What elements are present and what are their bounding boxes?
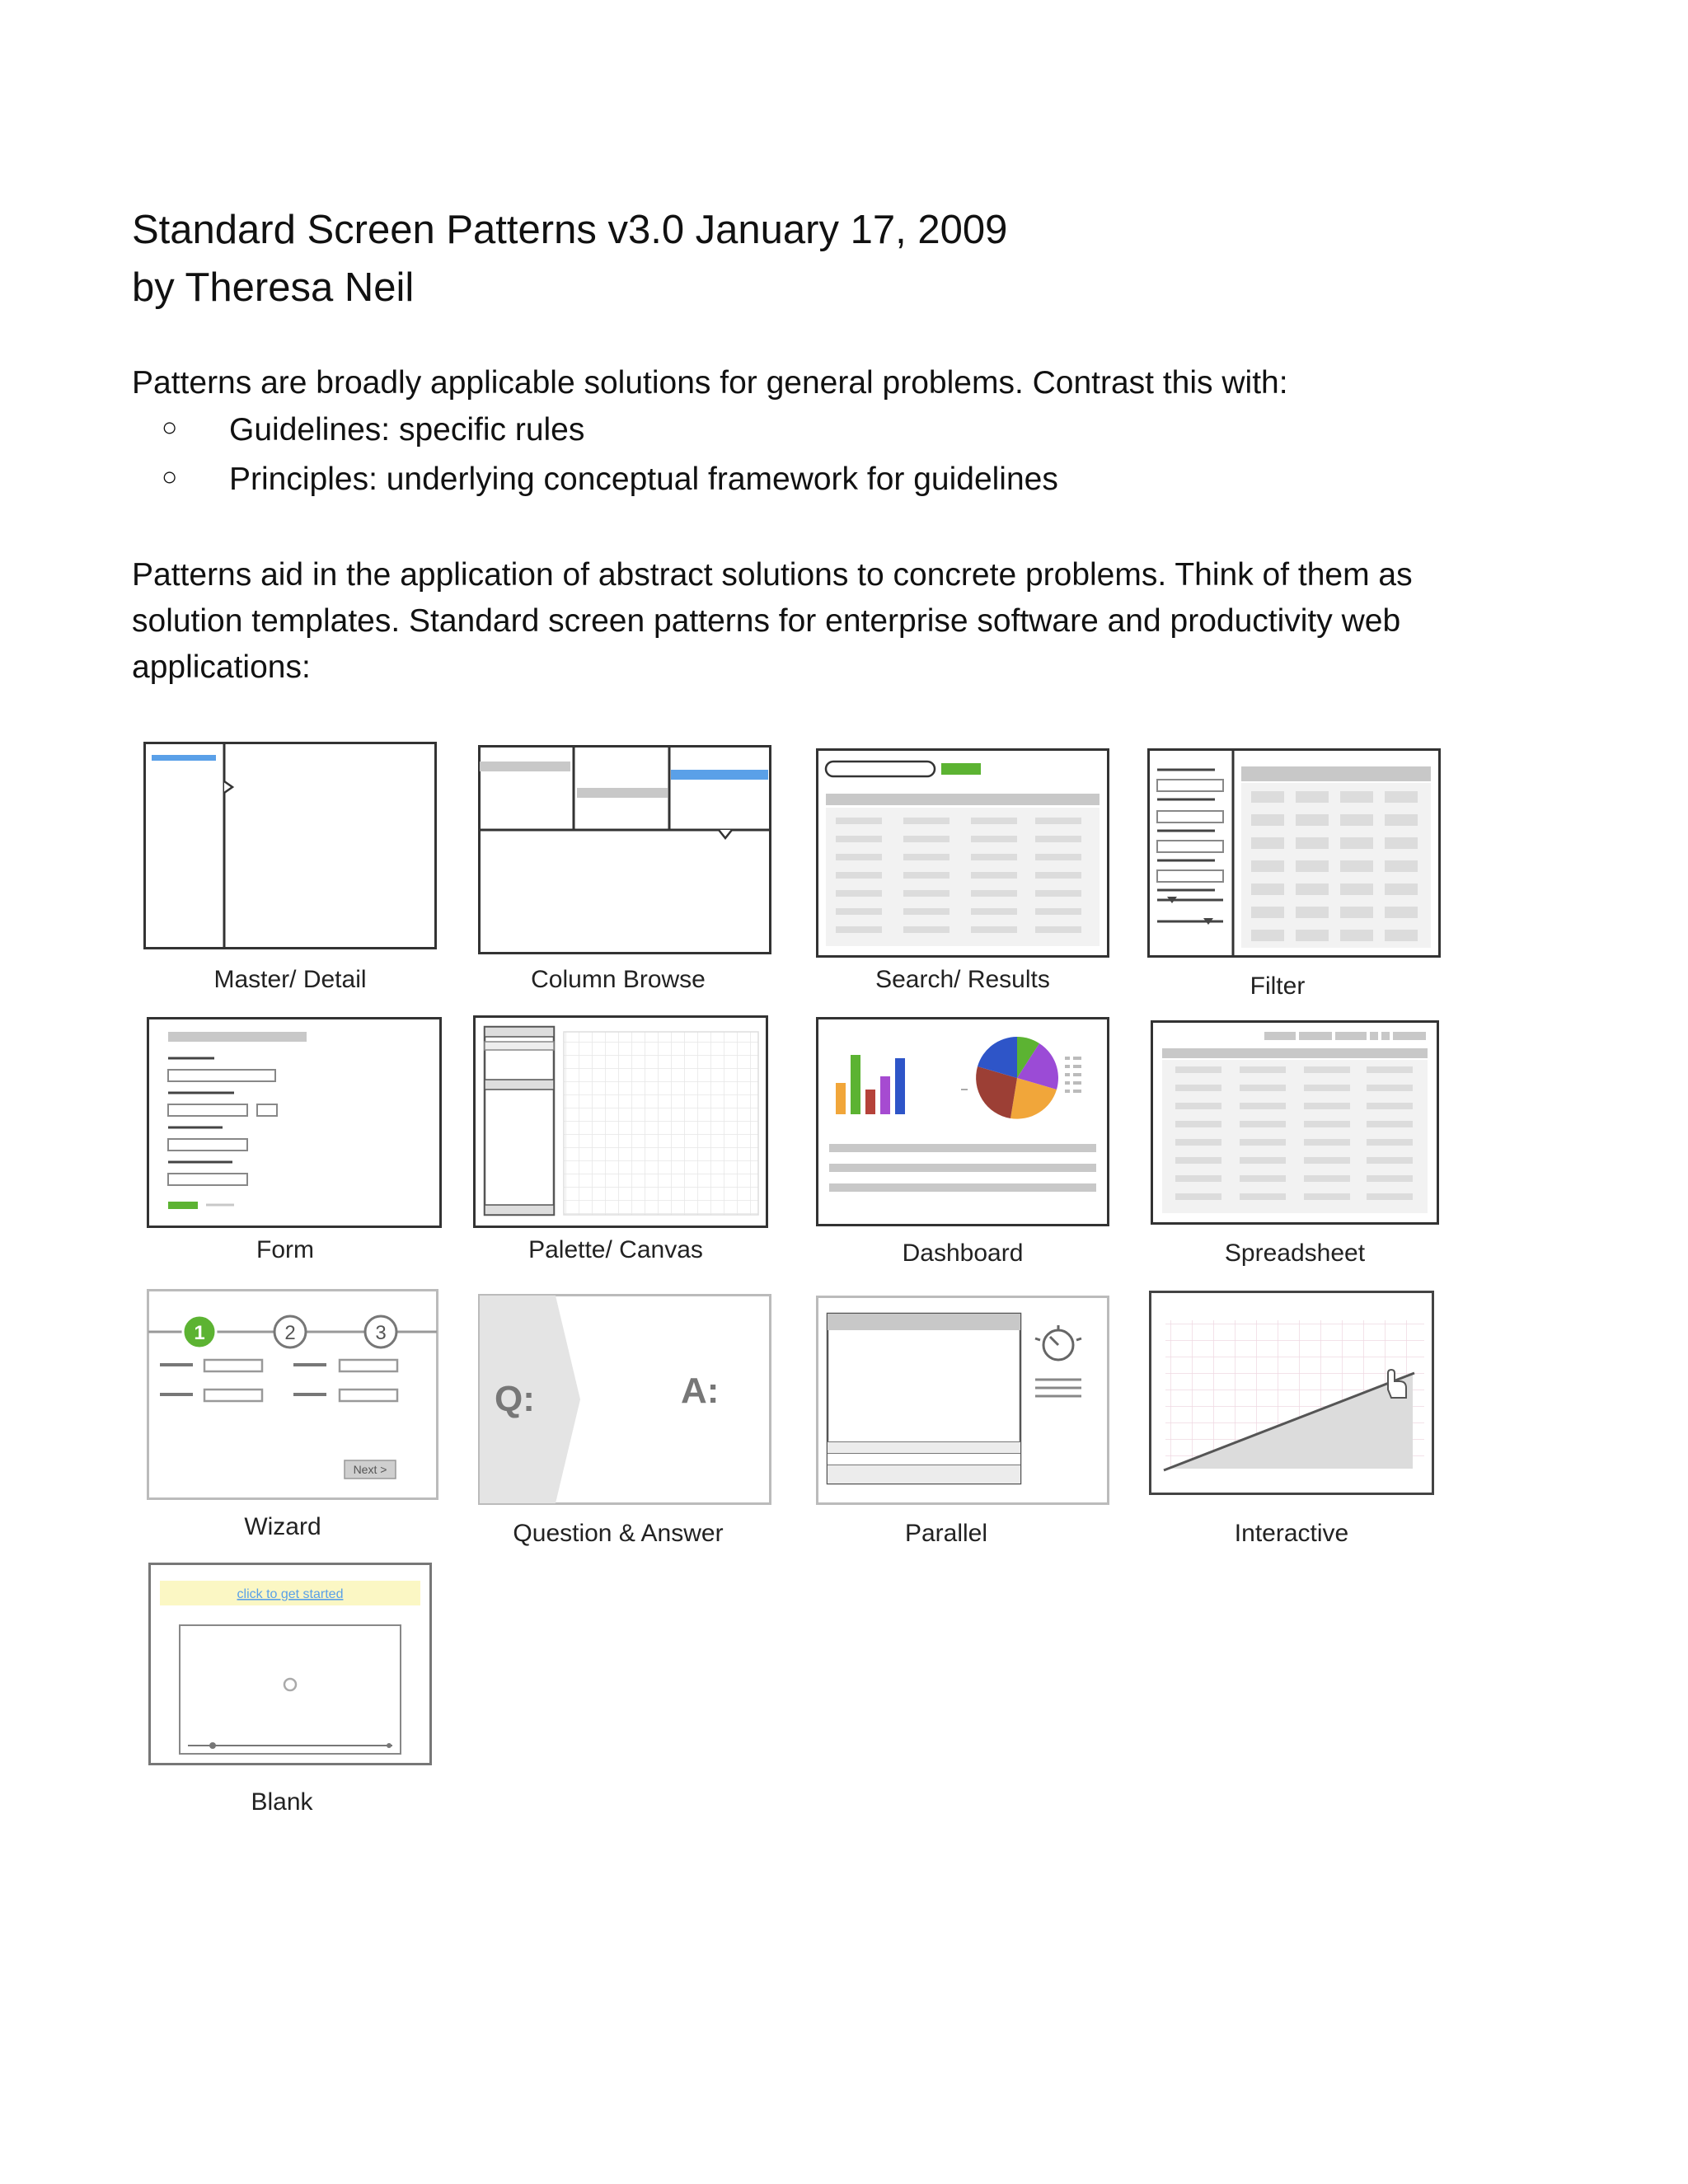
bullet-principles [162,462,1058,498]
blank-thumbnail [148,1563,432,1765]
pattern-label-search-results: Search/ Results [875,966,1050,993]
bullet-marker: ○ [162,462,178,491]
dashboard-thumbnail [816,1017,1109,1226]
pattern-label-spreadsheet: Spreadsheet [1224,1240,1366,1267]
pattern-label-parallel: Parallel [904,1520,988,1547]
pattern-label-filter: Filter [1250,972,1306,1000]
intro-text: Patterns are broadly applicable solutions for general problems. Contrast this with: [132,365,1288,401]
body-line-1: Patterns aid in the application of abstract solutions to concrete problems. Think of them as [132,557,1413,593]
author-line: by Theresa Neil [132,265,415,310]
wizard-step-1: 1 [194,1322,205,1344]
spreadsheet-thumbnail [1151,1020,1439,1225]
search-results-thumbnail [816,748,1109,958]
pattern-label-palette-canvas: Palette/ Canvas [528,1236,703,1263]
bullet-marker: ○ [162,412,178,442]
bullet-guidelines [162,412,585,448]
pattern-label-wizard: Wizard [244,1513,321,1540]
parallel-thumbnail [816,1296,1109,1505]
wizard-step-2: 2 [284,1322,296,1344]
form-thumbnail [147,1017,442,1228]
question-answer-thumbnail [478,1294,771,1505]
pattern-label-master-detail: Master/ Detail [213,966,367,993]
pattern-label-dashboard: Dashboard [902,1240,1024,1267]
column-browse-thumbnail [478,745,771,954]
question-marker: Q: [495,1379,535,1419]
bullet-text: Guidelines: specific rules [229,412,585,448]
wizard-next-button: Next > [353,1463,387,1476]
interactive-thumbnail [1149,1291,1434,1495]
bullet-text: Principles: underlying conceptual framework for guidelines [229,462,1058,497]
filter-thumbnail [1147,748,1441,958]
body-line-3: applications: [132,649,311,685]
palette-canvas-thumbnail [473,1015,768,1228]
wizard-step-3: 3 [375,1322,387,1344]
answer-marker: A: [681,1371,720,1411]
body-line-2: solution templates. Standard screen patterns for enterprise software and productivity web [132,603,1401,639]
pattern-label-blank: Blank [251,1788,313,1816]
pattern-label-question-answer: Question & Answer [513,1520,724,1547]
pattern-label-form: Form [256,1236,314,1263]
wizard-thumbnail [147,1289,438,1500]
pattern-label-interactive: Interactive [1234,1520,1349,1547]
master-detail-thumbnail [143,742,437,949]
pattern-label-column-browse: Column Browse [531,966,706,993]
get-started-link[interactable]: click to get started [237,1587,344,1601]
page-title: Standard Screen Patterns v3.0 January 17, 2009 [132,208,1008,252]
